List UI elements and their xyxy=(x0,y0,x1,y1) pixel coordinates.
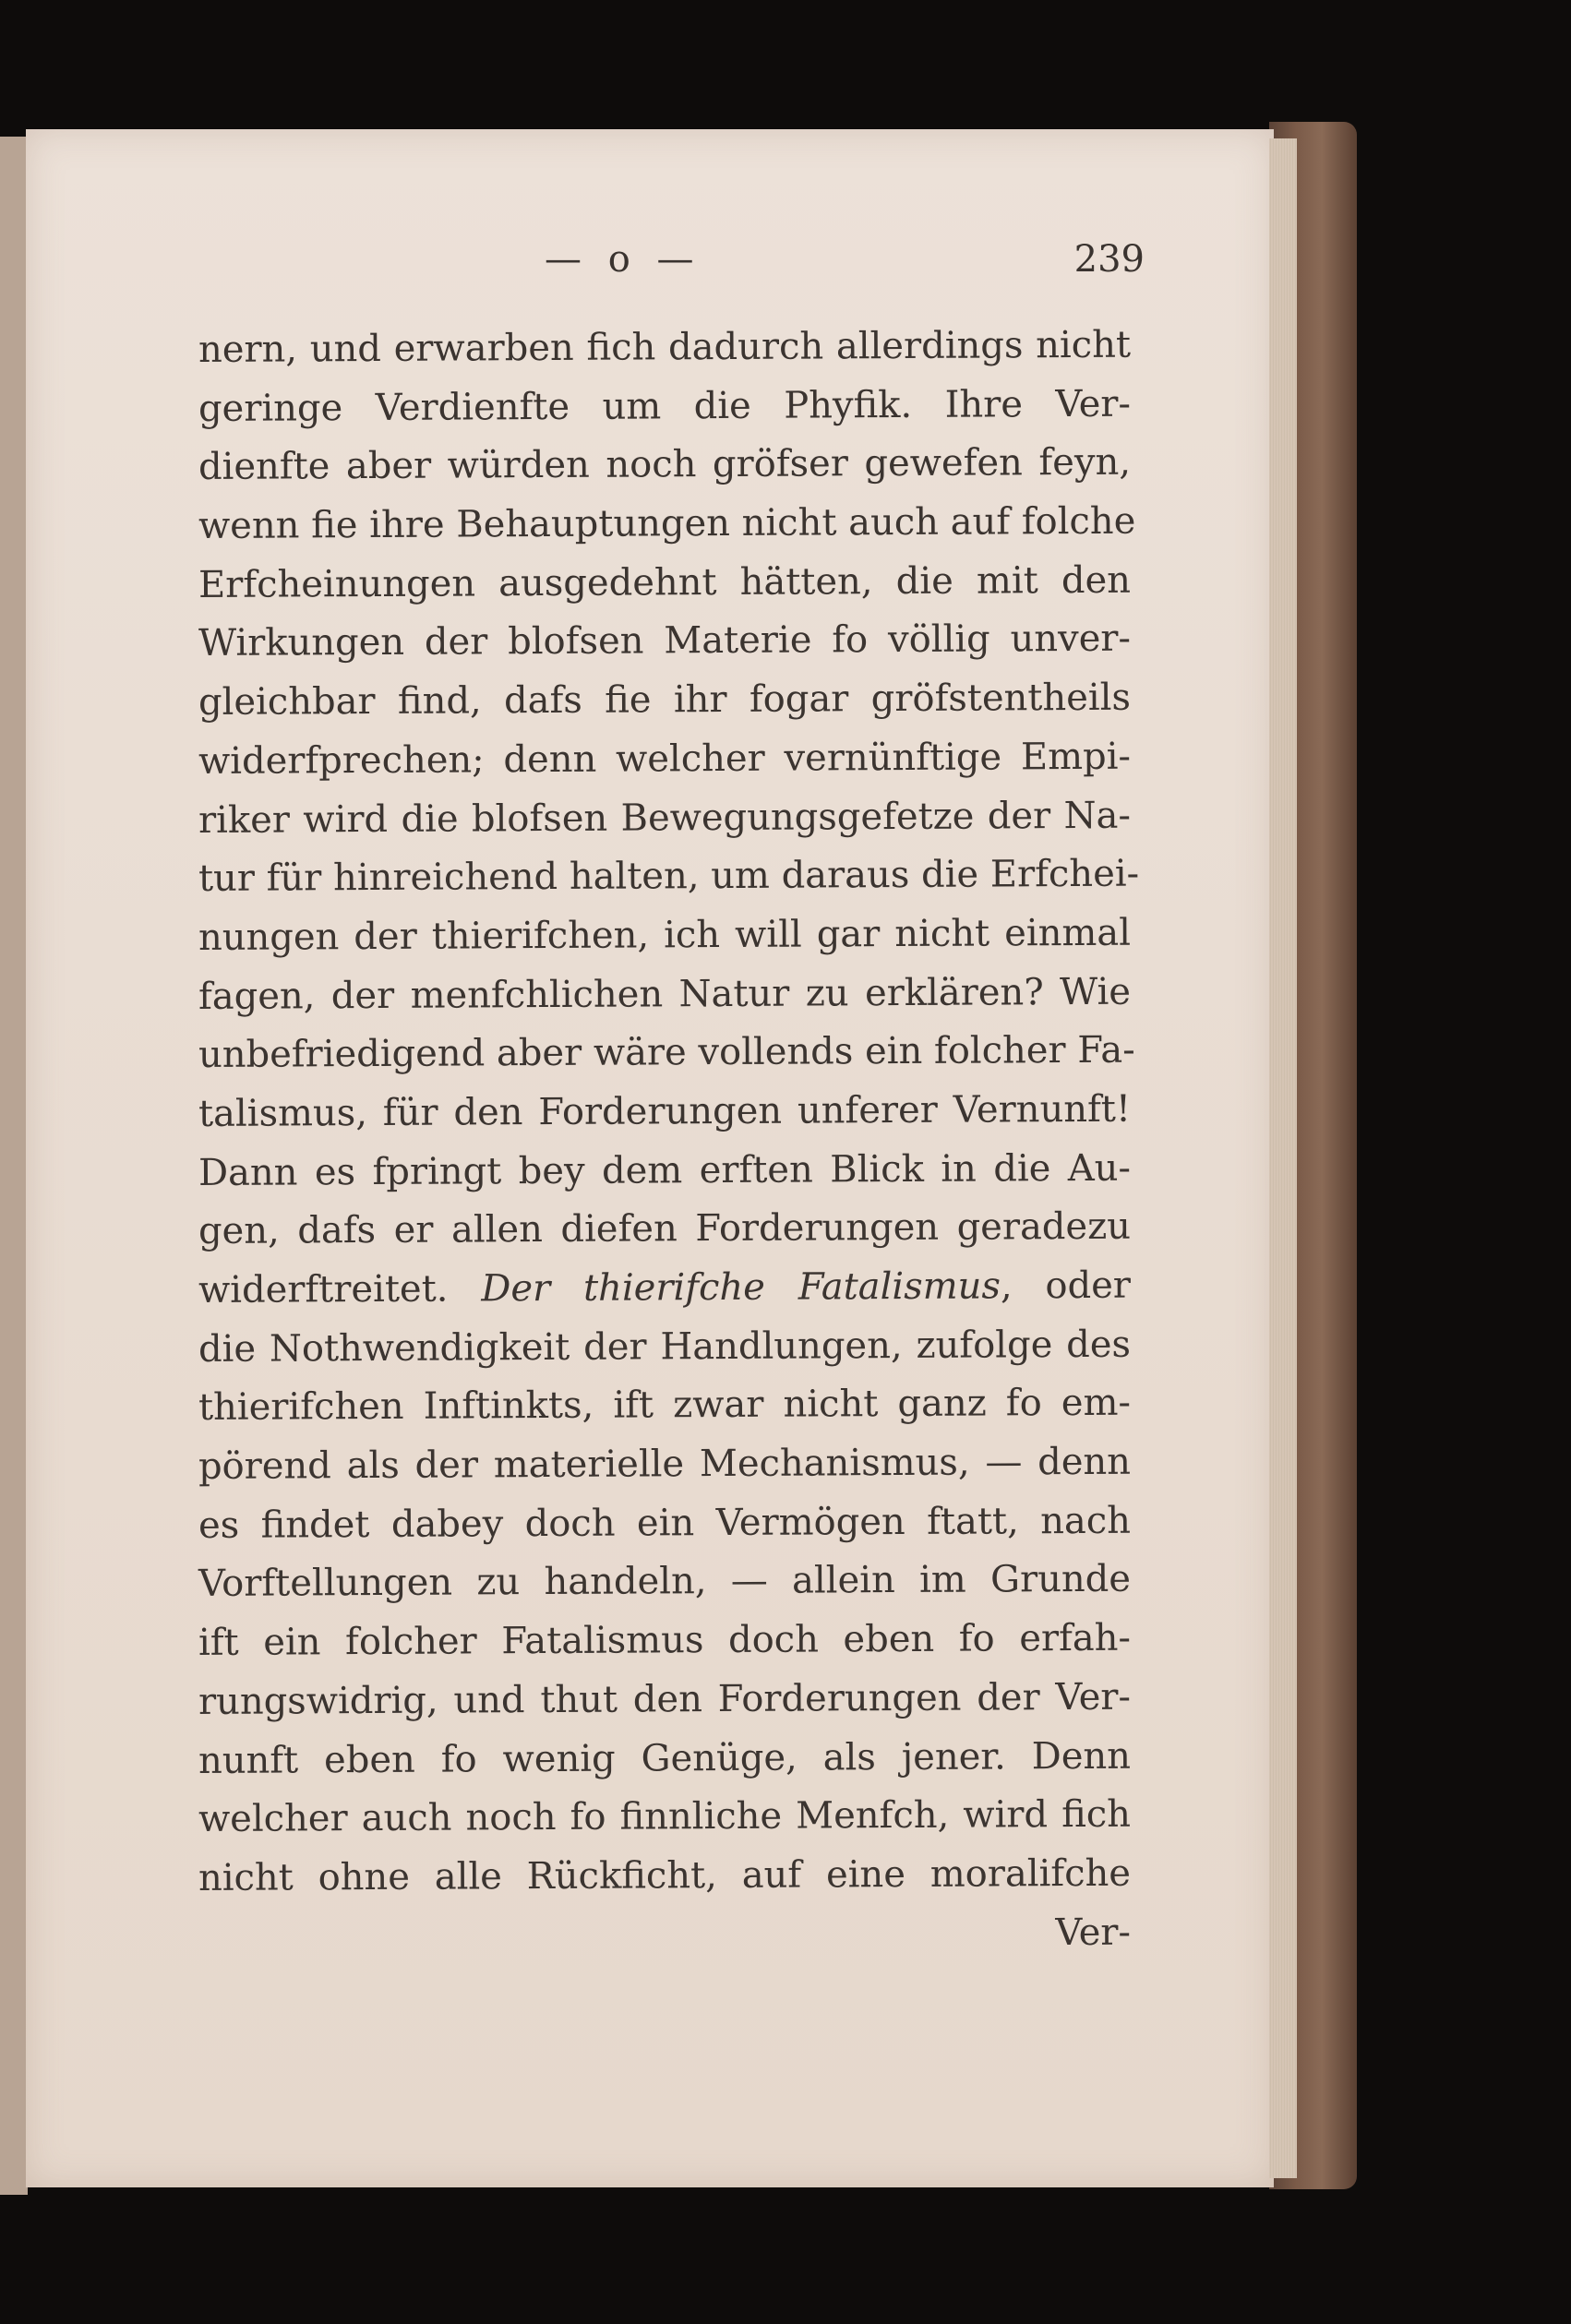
catchword: Ver- xyxy=(1055,1911,1132,1954)
text-line-with-italic xyxy=(198,1257,1131,1321)
text-line: nungen der thierifchen, ich will gar nicht einmal xyxy=(198,911,1132,959)
italic-phrase: Der thierifche Fatalismus xyxy=(481,1264,1001,1311)
text-line: es findet dabey doch ein Vermögen ftatt, nach xyxy=(198,1499,1132,1547)
text-line: dienfte aber würden noch gröfser gewefen feyn, xyxy=(198,441,1132,489)
text-line: Vorftellungen zu handeln, — allein im Grunde xyxy=(198,1558,1132,1606)
text-line: nunft eben fo wenig Genüge, als jener. Denn xyxy=(198,1734,1132,1782)
text-line: talismus, für den Forderungen unferer Vernunft! xyxy=(198,1087,1132,1135)
text-line: welcher auch noch fo finnliche Menfch, wird fich xyxy=(198,1792,1132,1841)
facing-page-edge xyxy=(0,137,28,2195)
page-block-edge xyxy=(1269,138,1297,2178)
text-line: nern, und erwarben fich dadurch allerdings nicht xyxy=(198,323,1132,371)
text-line: pörend als der materielle Mechanismus, — denn xyxy=(198,1440,1132,1489)
text-line: tur für hinreichend halten, um daraus die Erfchei- xyxy=(198,852,1140,901)
text-segment: , oder xyxy=(1000,1264,1132,1308)
text-line: riker wird die blofsen Bewegungsgefetze der Na- xyxy=(198,794,1132,842)
text-line: gleichbar find, dafs fie ihr fogar gröfstentheils xyxy=(198,676,1132,725)
text-line: gen, dafs er allen diefen Forderungen geradezu xyxy=(198,1205,1132,1253)
text-line: geringe Verdienfte um die Phyfik. Ihre Ver- xyxy=(198,382,1132,430)
text-line: ift ein folcher Fatalismus doch eben fo erfah- xyxy=(198,1616,1132,1665)
text-segment: widerftreitet. xyxy=(198,1267,449,1312)
text-line: die Nothwendigkeit der Handlungen, zufolge des xyxy=(198,1323,1132,1371)
text-line: widerfprechen; denn welcher vernünftige Empi- xyxy=(198,735,1132,783)
text-line: unbefriedigend aber wäre vollends ein folcher Fa- xyxy=(198,1028,1135,1077)
text-line: Dann es fpringt bey dem erften Blick in die Au- xyxy=(198,1146,1132,1194)
text-line: Erfcheinungen ausgedehnt hätten, die mit den xyxy=(198,558,1132,606)
text-line: wenn fie ihre Behauptungen nicht auch auf folche xyxy=(198,499,1136,548)
text-line: nicht ohne alle Rückficht, auf eine moralifche xyxy=(198,1851,1132,1899)
page-number: 239 xyxy=(1073,238,1145,281)
text-line: rungswidrig, und thut den Forderungen der Ver- xyxy=(198,1675,1132,1723)
text-line: Wirkungen der blofsen Materie fo völlig unver- xyxy=(198,617,1132,665)
body-text xyxy=(198,321,1140,1967)
text-line: thierifchen Inftinkts, ift zwar nicht ganz fo em- xyxy=(198,1382,1132,1430)
running-header xyxy=(517,238,1145,284)
header-ornament: — o — xyxy=(545,238,702,281)
text-line: fagen, der menfchlichen Natur zu erklären? Wie xyxy=(198,970,1132,1018)
